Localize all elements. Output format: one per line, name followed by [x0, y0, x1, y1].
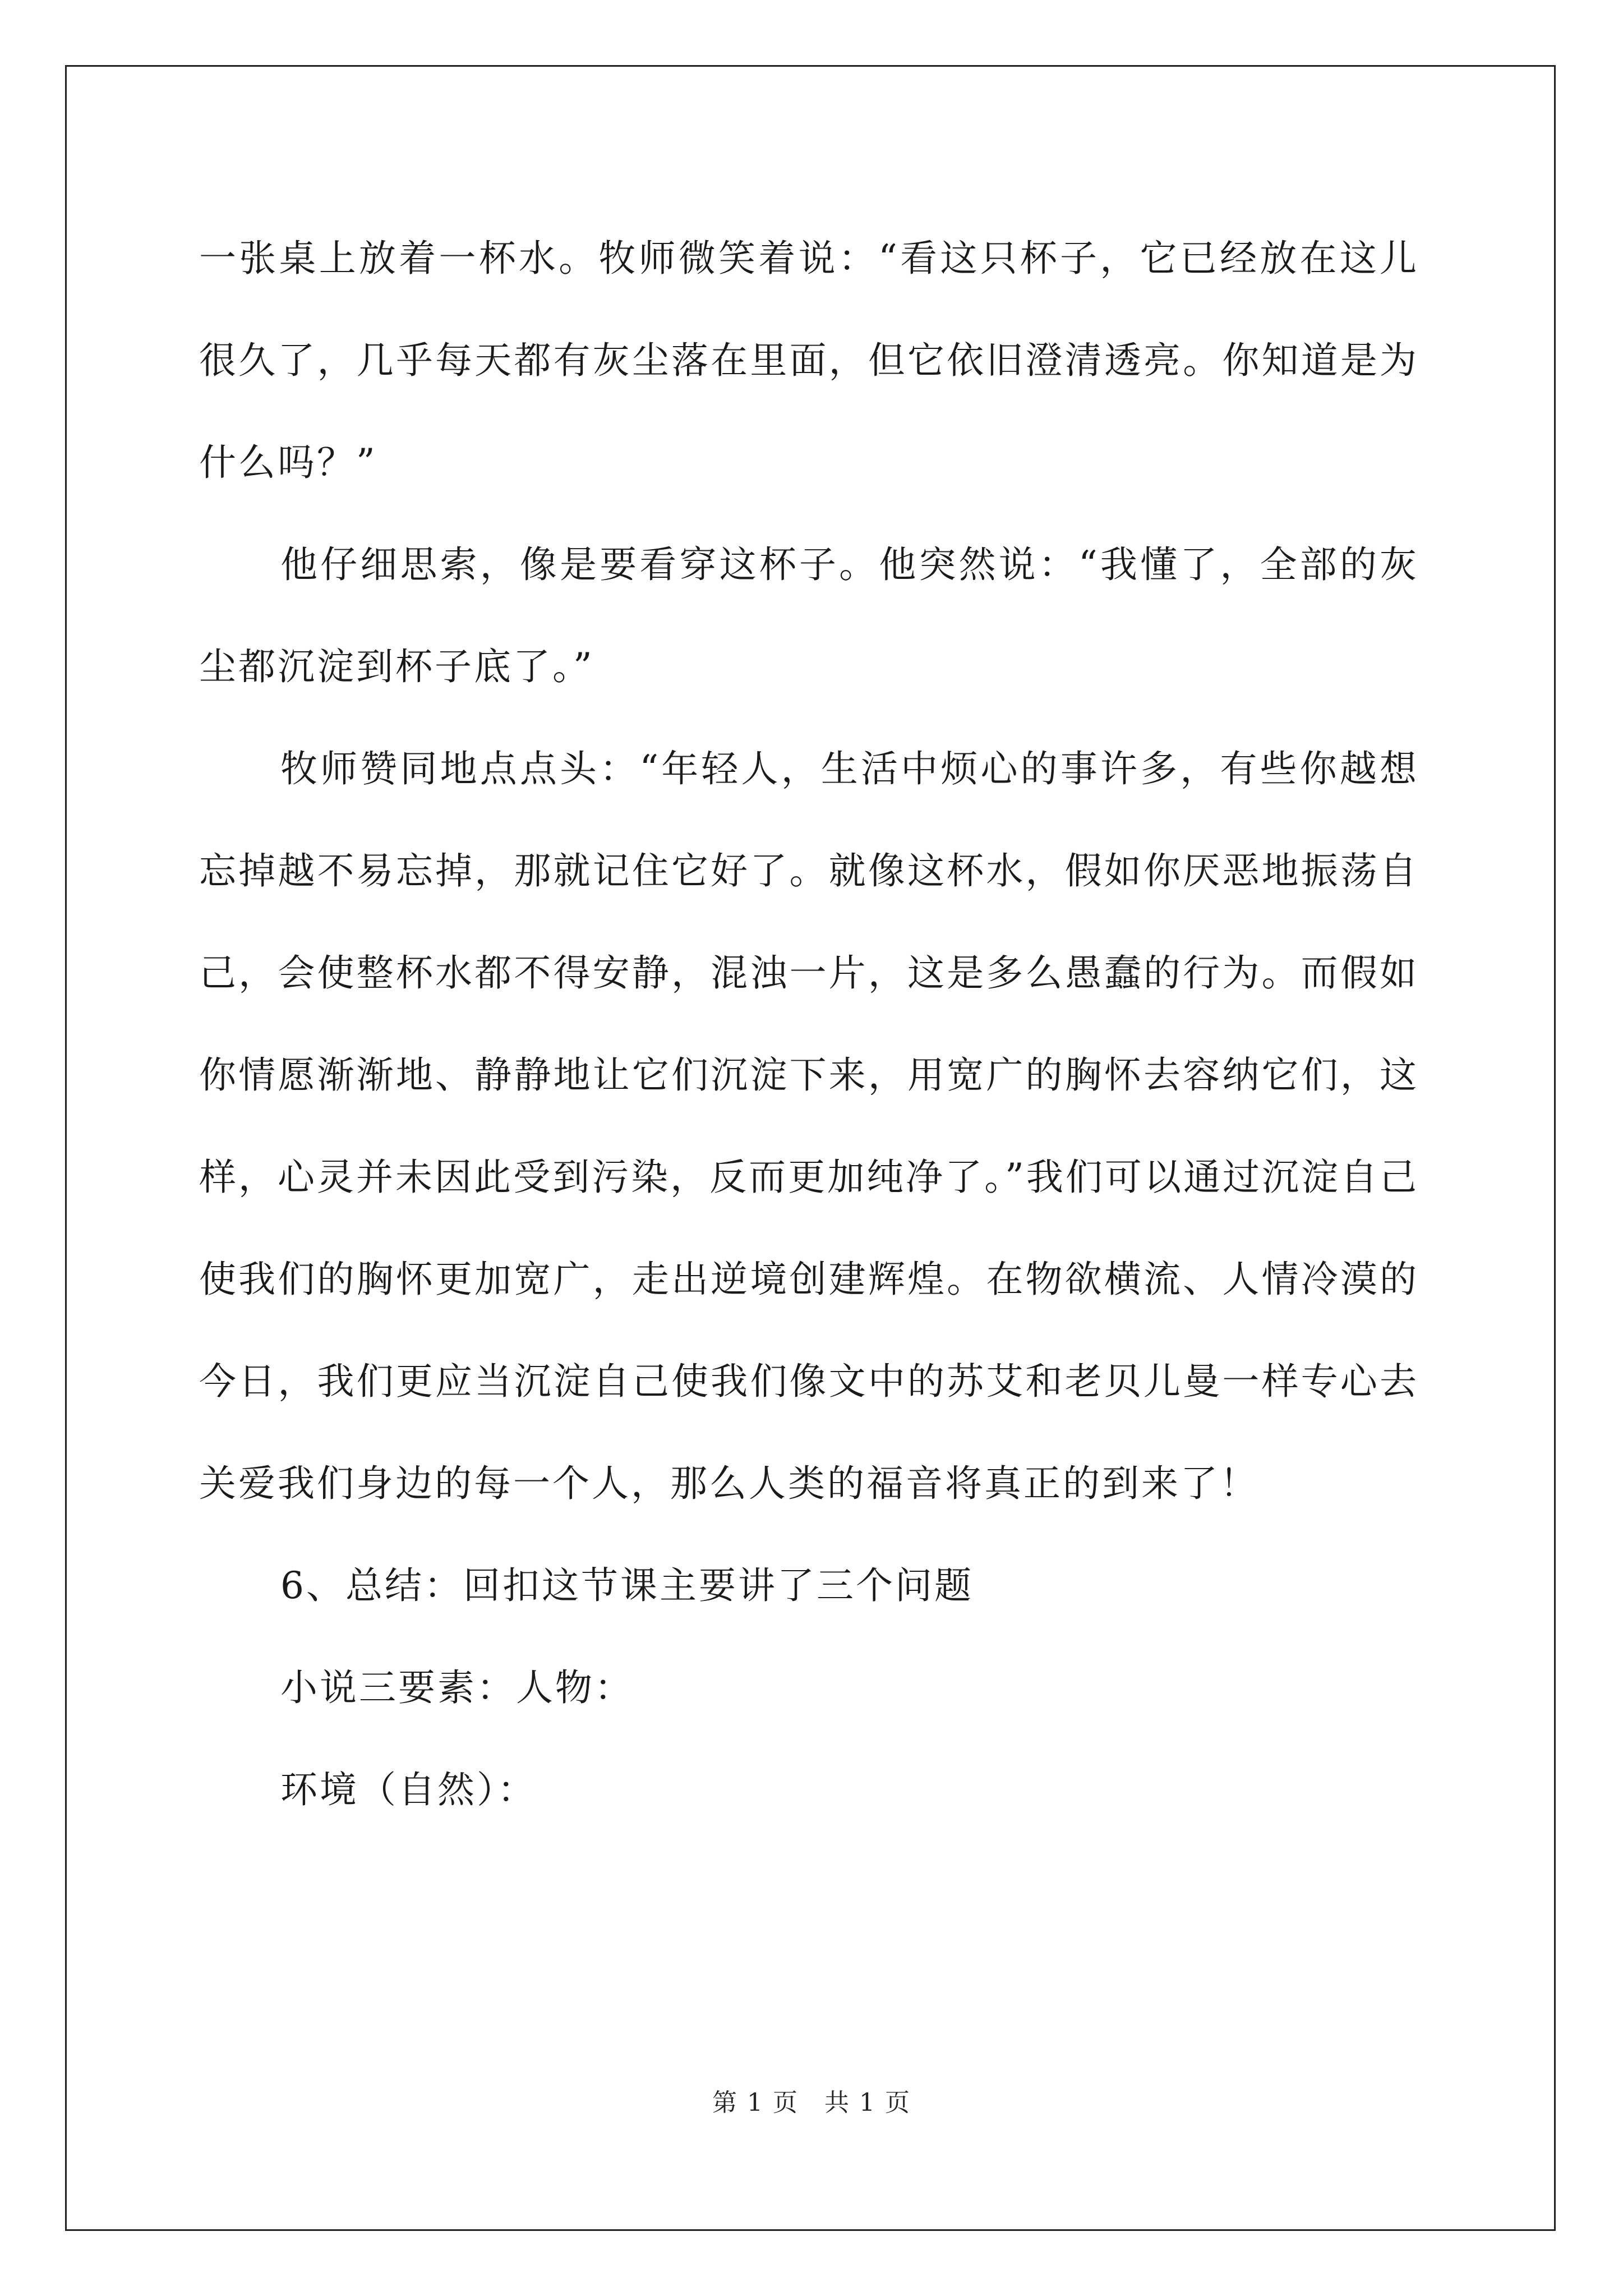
paragraph-cup-of-water: 一张桌上放着一杯水。牧师微笑着说：“看这只杯子，它已经放在这儿很久了，几乎每天都有灰尘落在里面，但它依旧澄清透亮。你知道是为什么吗？” [199, 237, 1419, 484]
paragraph-realization: 他仔细思索，像是要看穿这杯子。他突然说：“我懂了，全部的灰尘都沉淀到杯子底了。” [199, 543, 1419, 688]
page-number-footer: 第 1 页 共 1 页 [712, 2088, 911, 2117]
paragraph-elements-characters: 小说三要素：人物： [280, 1666, 634, 1709]
document-body [199, 208, 1419, 1841]
paragraph-summary: 6、总结：回扣这节课主要讲了三个问题 [280, 1564, 974, 1607]
paragraph-pastor-advice: 牧师赞同地点点头：“年轻人，生活中烦心的事许多，有些你越想忘掉越不易忘掉，那就记住它好了。就像这杯水，假如你厌恶地振荡自己，会使整杯水都不得安静，混浊一片，这是多么愚蠢的行为。而假如你情愿渐渐地、静静地让它们沉淀下来，用宽广的胸怀去容纳它们，这样，心灵并未因此受到污染，反而更加纯净了。”我们可以通过沉淀自己使我们的胸怀更加宽广，走出逆境创建辉煌。在物欲横流、人情冷漠的今日，我们更应当沉淀自己使我们像文中的苏艾和老贝儿曼一样专心去关爱我们身边的每一个人，那么人类的福音将真正的到来了！ [199, 747, 1419, 1505]
paragraph-elements-environment: 环境（自然）： [280, 1768, 537, 1811]
